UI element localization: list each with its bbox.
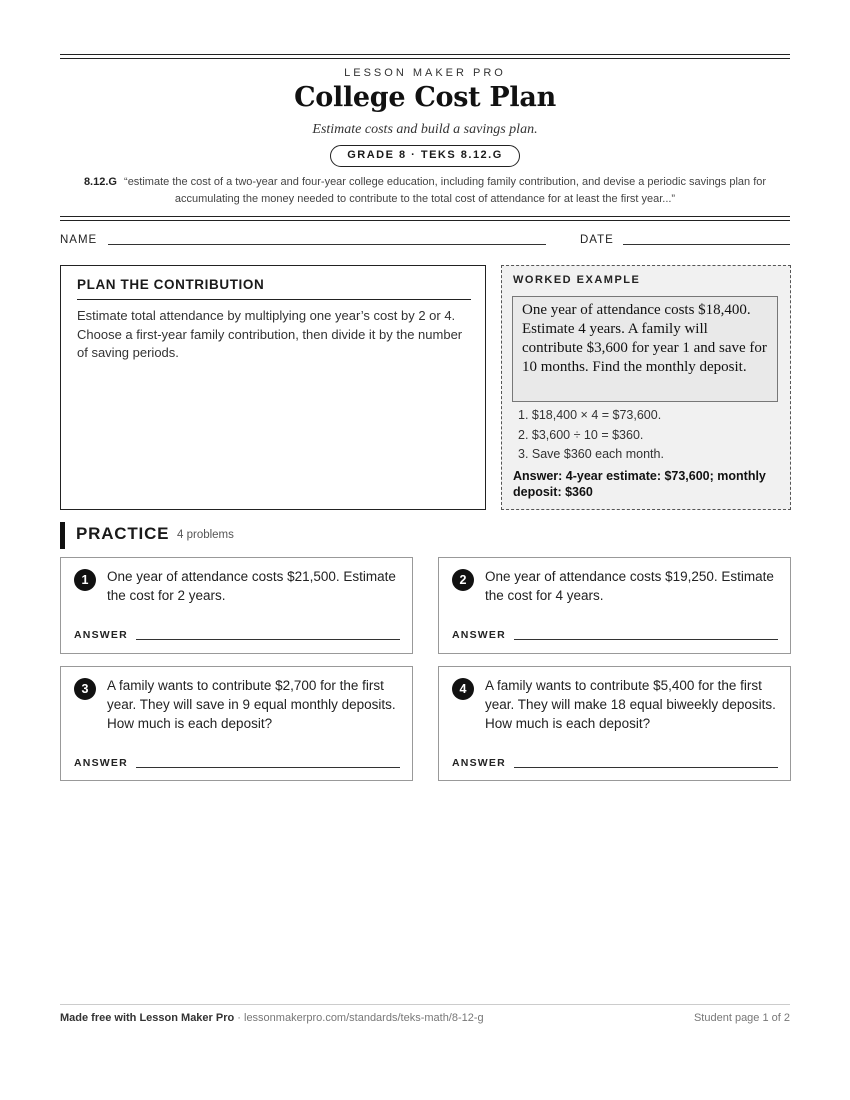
answer-field[interactable]: [136, 639, 400, 640]
plan-body: Estimate total attendance by multiplying one year’s cost by 2 or 4. Choose a first-year family contribution, then divide it by the number of saving periods.: [77, 308, 463, 360]
standard-text: “estimate the cost of a two-year and four-year college education, including family contribution, and devise a periodic savings plan for accumulating the money needed to contribute to the total cost of attendance for at least the first year...”: [124, 176, 767, 205]
problem-number-badge: 1: [74, 569, 96, 591]
standard-code: 8.12.G: [83, 176, 117, 188]
worked-example-steps: [518, 406, 664, 465]
practice-problem-card: [60, 557, 413, 654]
example-step: 2. $3,600 ÷ 10 = $360.: [518, 427, 644, 442]
practice-problem-card: [60, 666, 413, 781]
example-step: 3. Save $360 each month.: [518, 447, 664, 461]
worked-example-problem: One year of attendance costs $18,400. Estimate 4 years. A family will contribute $3,600 for year 1 and save for 10 months. Find the monthly deposit.: [512, 296, 778, 402]
answer-field[interactable]: [136, 767, 400, 768]
page-subtitle: Estimate costs and build a savings plan.: [312, 122, 538, 137]
footer-rule: [60, 1004, 790, 1005]
worked-example-heading: WORKED EXAMPLE: [513, 274, 641, 286]
practice-heading: PRACTICE: [76, 524, 170, 543]
plan-heading-rule: [77, 299, 471, 300]
answer-field[interactable]: [514, 639, 778, 640]
answer-label: ANSWER: [74, 629, 128, 641]
problem-text: One year of attendance costs $21,500. Estimate the cost for 2 years.: [107, 569, 396, 603]
date-field[interactable]: [623, 244, 790, 245]
page-title: College Cost Plan: [294, 82, 556, 113]
problem-number-badge: 2: [452, 569, 474, 591]
worksheet-page: [60, 0, 790, 1100]
grade-badge: GRADE 8 · TEKS 8.12.G: [330, 145, 520, 167]
standard-description: [60, 174, 790, 208]
brand-name: LESSON MAKER PRO: [344, 67, 506, 79]
plan-section: [60, 265, 486, 510]
practice-count: 4 problems: [177, 529, 234, 541]
practice-accent-bar: [60, 522, 65, 549]
footer-credit: [60, 1012, 484, 1024]
practice-problem-card: [438, 666, 791, 781]
problem-text: One year of attendance costs $19,250. Estimate the cost for 4 years.: [485, 569, 774, 603]
answer-label: ANSWER: [74, 757, 128, 769]
header-bottom-double-rule: [60, 216, 790, 221]
footer-separator: ·: [234, 1012, 244, 1024]
date-label: DATE: [580, 234, 614, 246]
footer-page-number: Student page 1 of 2: [693, 1012, 790, 1024]
name-field[interactable]: [108, 244, 546, 245]
worked-example-section: [501, 265, 791, 510]
example-step: 1. $18,400 × 4 = $73,600.: [518, 408, 662, 422]
footer-url[interactable]: lessonmakerpro.com/standards/teks-math/8-12-g: [244, 1012, 484, 1024]
worked-example-answer: Answer: 4-year estimate: $73,600; monthly deposit: $360: [513, 469, 766, 499]
problem-text: A family wants to contribute $2,700 for the first year. They will save in 9 equal monthly deposits. How much is each deposit?: [107, 678, 396, 731]
answer-label: ANSWER: [452, 757, 506, 769]
problem-number-badge: 3: [74, 678, 96, 700]
name-label: NAME: [60, 234, 98, 246]
answer-label: ANSWER: [452, 629, 506, 641]
footer-brand: Made free with Lesson Maker Pro: [60, 1012, 235, 1024]
problem-number-badge: 4: [452, 678, 474, 700]
problem-text: A family wants to contribute $5,400 for the first year. They will make 18 equal biweekly deposits. How much is each deposit?: [485, 678, 776, 731]
top-double-rule: [60, 54, 790, 59]
practice-problem-card: [438, 557, 791, 654]
plan-heading: PLAN THE CONTRIBUTION: [77, 277, 265, 292]
answer-field[interactable]: [514, 767, 778, 768]
